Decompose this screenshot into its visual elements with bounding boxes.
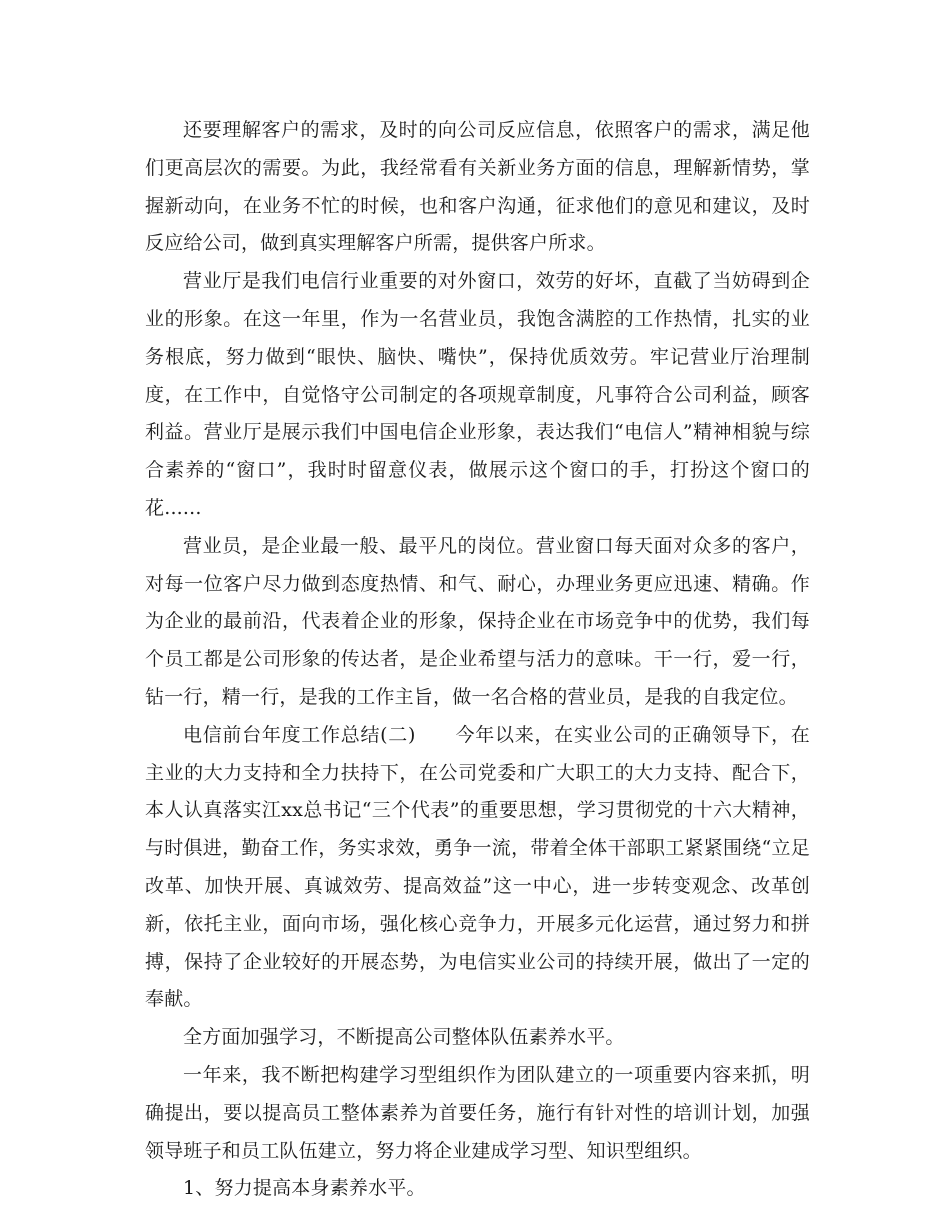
paragraph-item-one: 1、努力提高本身素养水平。	[183, 1177, 426, 1200]
paragraph-customer-needs: 还要理解客户的需求，及时的向公司反应信息，依照客户的需求，满足他们更高层次的需要。为此，我经常看有关新业务方面的信息，理解新情势，掌握新动向，在业务不忙的时候，也和客户沟通，征求他们的意见和建议，及时反应给公司，做到真实理解客户所需，提供客户所求。	[145, 119, 810, 255]
paragraph-business-hall: 营业厅是我们电信行业重要的对外窗口，效劳的好坏，直截了当妨碍到企业的形象。在这一年里，作为一名营业员，我饱含满腔的工作热情，扎实的业务根底，努力做到“眼快、脑快、嘴快”，保持优质效劳。牢记营业厅治理制度，在工作中，自觉恪守公司制定的各项规章制度，凡事符合公司利益，顾客利益。营业厅是展示我们中国电信企业形象，表达我们“电信人”精神相貌与综合素养的“窗口”，我时时留意仪表，做展示这个窗口的手，打扮这个窗口的花......	[145, 270, 810, 519]
paragraph-learning-organization: 一年来，我不断把构建学习型组织作为团队建立的一项重要内容来抓，明确提出，要以提高员工整体素养为首要任务，施行有针对性的培训计划，加强领导班子和员工队伍建立，努力将企业建成学习型、知识型组织。	[145, 1063, 810, 1162]
document-body	[145, 112, 810, 1208]
paragraph-annual-summary-two: 电信前台年度工作总结(二) 今年以来，在实业公司的正确领导下，在主业的大力支持和全力扶持下，在公司党委和广大职工的大力支持、配合下，本人认真落实江xx总书记“三个代表”的重要思想，学习贯彻党的十六大精神，与时俱进，勤奋工作，务实求效，勇争一流，带着全体干部职工紧紧围绕“立足改革、加快开展、真诚效劳、提高效益”这一中心，进一步转变观念、改革创新，依托主业，面向市场，强化核心竞争力，开展多元化运营，通过努力和拼搏，保持了企业较好的开展态势，为电信实业公司的持续开展，做出了一定的奉献。	[145, 723, 810, 1011]
paragraph-strengthen-learning: 全方面加强学习，不断提高公司整体队伍素养水平。	[183, 1026, 625, 1049]
paragraph-sales-clerk: 营业员，是企业最一般、最平凡的岗位。营业窗口每天面对众多的客户，对每一位客户尽力做到态度热情、和气、耐心，办理业务更应迅速、精确。作为企业的最前沿，代表着企业的形象，保持企业在市场竞争中的优势，我们每个员工都是公司形象的传达者，是企业希望与活力的意味。干一行，爱一行，钻一行，精一行，是我的工作主旨，做一名合格的营业员，是我的自我定位。	[145, 534, 810, 708]
